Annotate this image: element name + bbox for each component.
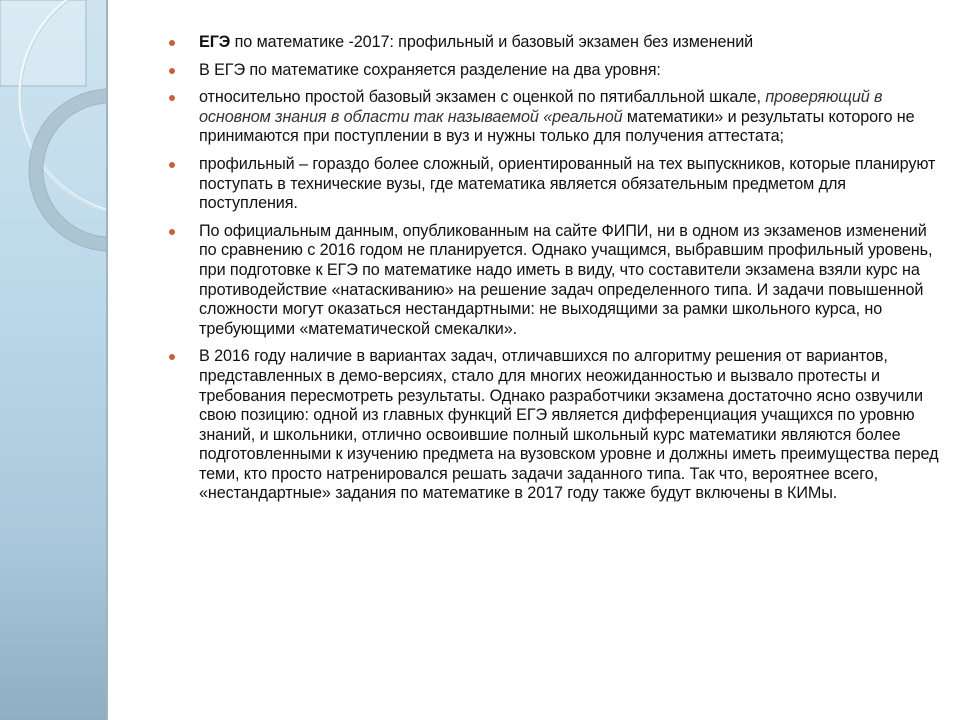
bullet-2016-results bbox=[165, 347, 940, 504]
levels-text: В ЕГЭ по математике сохраняется разделение на два уровня: bbox=[199, 60, 661, 79]
bullet-base-level bbox=[165, 88, 940, 147]
bullet-profile-level bbox=[165, 155, 940, 214]
base-level-text-2: математики» и результаты которого не принимаются при поступлении в вуз и нужны только для получения аттестата; bbox=[199, 107, 915, 146]
bullet-levels bbox=[165, 61, 940, 81]
bullet-icon bbox=[169, 95, 175, 101]
profile-level-text: профильный – гораздо более сложный, ориентированный на тех выпускников, которые планируют поступать в технические вузы, где математика является обязательным предметом для поступления. bbox=[199, 154, 936, 213]
bullet-icon bbox=[169, 162, 175, 168]
bullet-icon bbox=[169, 40, 175, 46]
bullet-icon bbox=[169, 68, 175, 74]
base-level-text-1: относительно простой базовый экзамен с оценкой по пятибалльной шкале, bbox=[199, 88, 766, 107]
bullet-fipi-data bbox=[165, 222, 940, 340]
base-level-italic: проверяющий в основном знания в области так называемой «реальной bbox=[199, 88, 883, 126]
title-text: по математике -2017: профильный и базовый экзамен без изменений bbox=[230, 33, 754, 51]
results-2016-text: В 2016 году наличие в вариантах задач, отличавшихся по алгоритму решения от вариантов, представленных в демо-версиях, стало для многих неожиданностью и вызвало протесты и требования пересмотреть результаты. Однако разработчики экзамена достаточно ясно озвучили свою позицию: одной из главных функций ЕГЭ является дифференциация учащихся по уровню знаний, и школьники, отлично освоившие полный школьный курс математики являются более подготовленными к изучению предмета на вузовском уровне и должны иметь преимущества перед теми, кто просто натренировался решать задачи заданного типа. Так что, вероятнее всего, «нестандартные» задания по математике в 2017 году также будут включены в КИМы. bbox=[199, 347, 939, 503]
title-bold: ЕГЭ bbox=[199, 33, 231, 51]
decorative-circles-icon bbox=[0, 0, 106, 720]
fipi-data-text: По официальным данным, опубликованным на сайте ФИПИ, ни в одном из экзаменов изменений по сравнению с 2016 годом не планируется. Однако учащимся, выбравшим профильный уровень, при подготовке к ЕГЭ по математике надо иметь в виду, что составители экзамена взяли курс на противодействие «натаскиванию» на решение задач определенного типа. И задачи повышенной сложности могут оказаться нестандартными: не выходящими за рамки школьного курса, но требующими «математической смекалки». bbox=[199, 221, 933, 338]
bullet-icon bbox=[169, 354, 175, 360]
slide-content bbox=[165, 33, 940, 512]
bullet-title bbox=[165, 33, 940, 53]
decorative-side-panel bbox=[0, 0, 108, 720]
bullet-icon bbox=[169, 229, 175, 235]
